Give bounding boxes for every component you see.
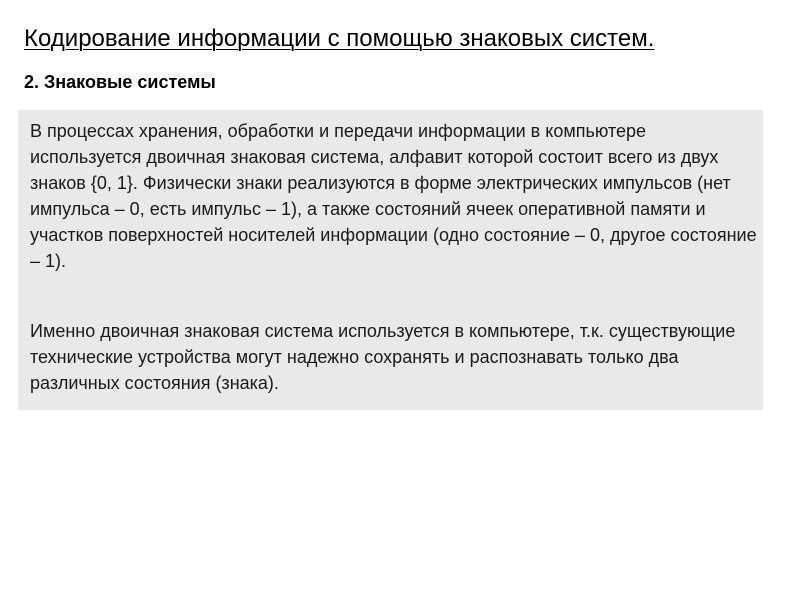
content-box	[18, 110, 763, 410]
slide-title: Кодирование информации с помощью знаковых систем.	[24, 25, 655, 52]
slide-subtitle: 2. Знаковые системы	[24, 72, 216, 92]
body-paragraph-2: Именно двоичная знаковая система используется в компьютере, т.к. существующие технические устройства могут надежно сохранять и распознавать только два различных состояния (знака).	[30, 321, 736, 393]
body-paragraph-1: В процессах хранения, обработки и передачи информации в компьютере используется двоичная знаковая система, алфавит которой состоит всего из двух знаков {0, 1}. Физически знаки реализуются в форме электрических импульсов (нет импульса – 0, есть импульс – 1), а также состояний ячеек оперативной памяти и участков поверхностей носителей информации (одно состояние – 0, другое состояние – 1).	[30, 121, 757, 271]
